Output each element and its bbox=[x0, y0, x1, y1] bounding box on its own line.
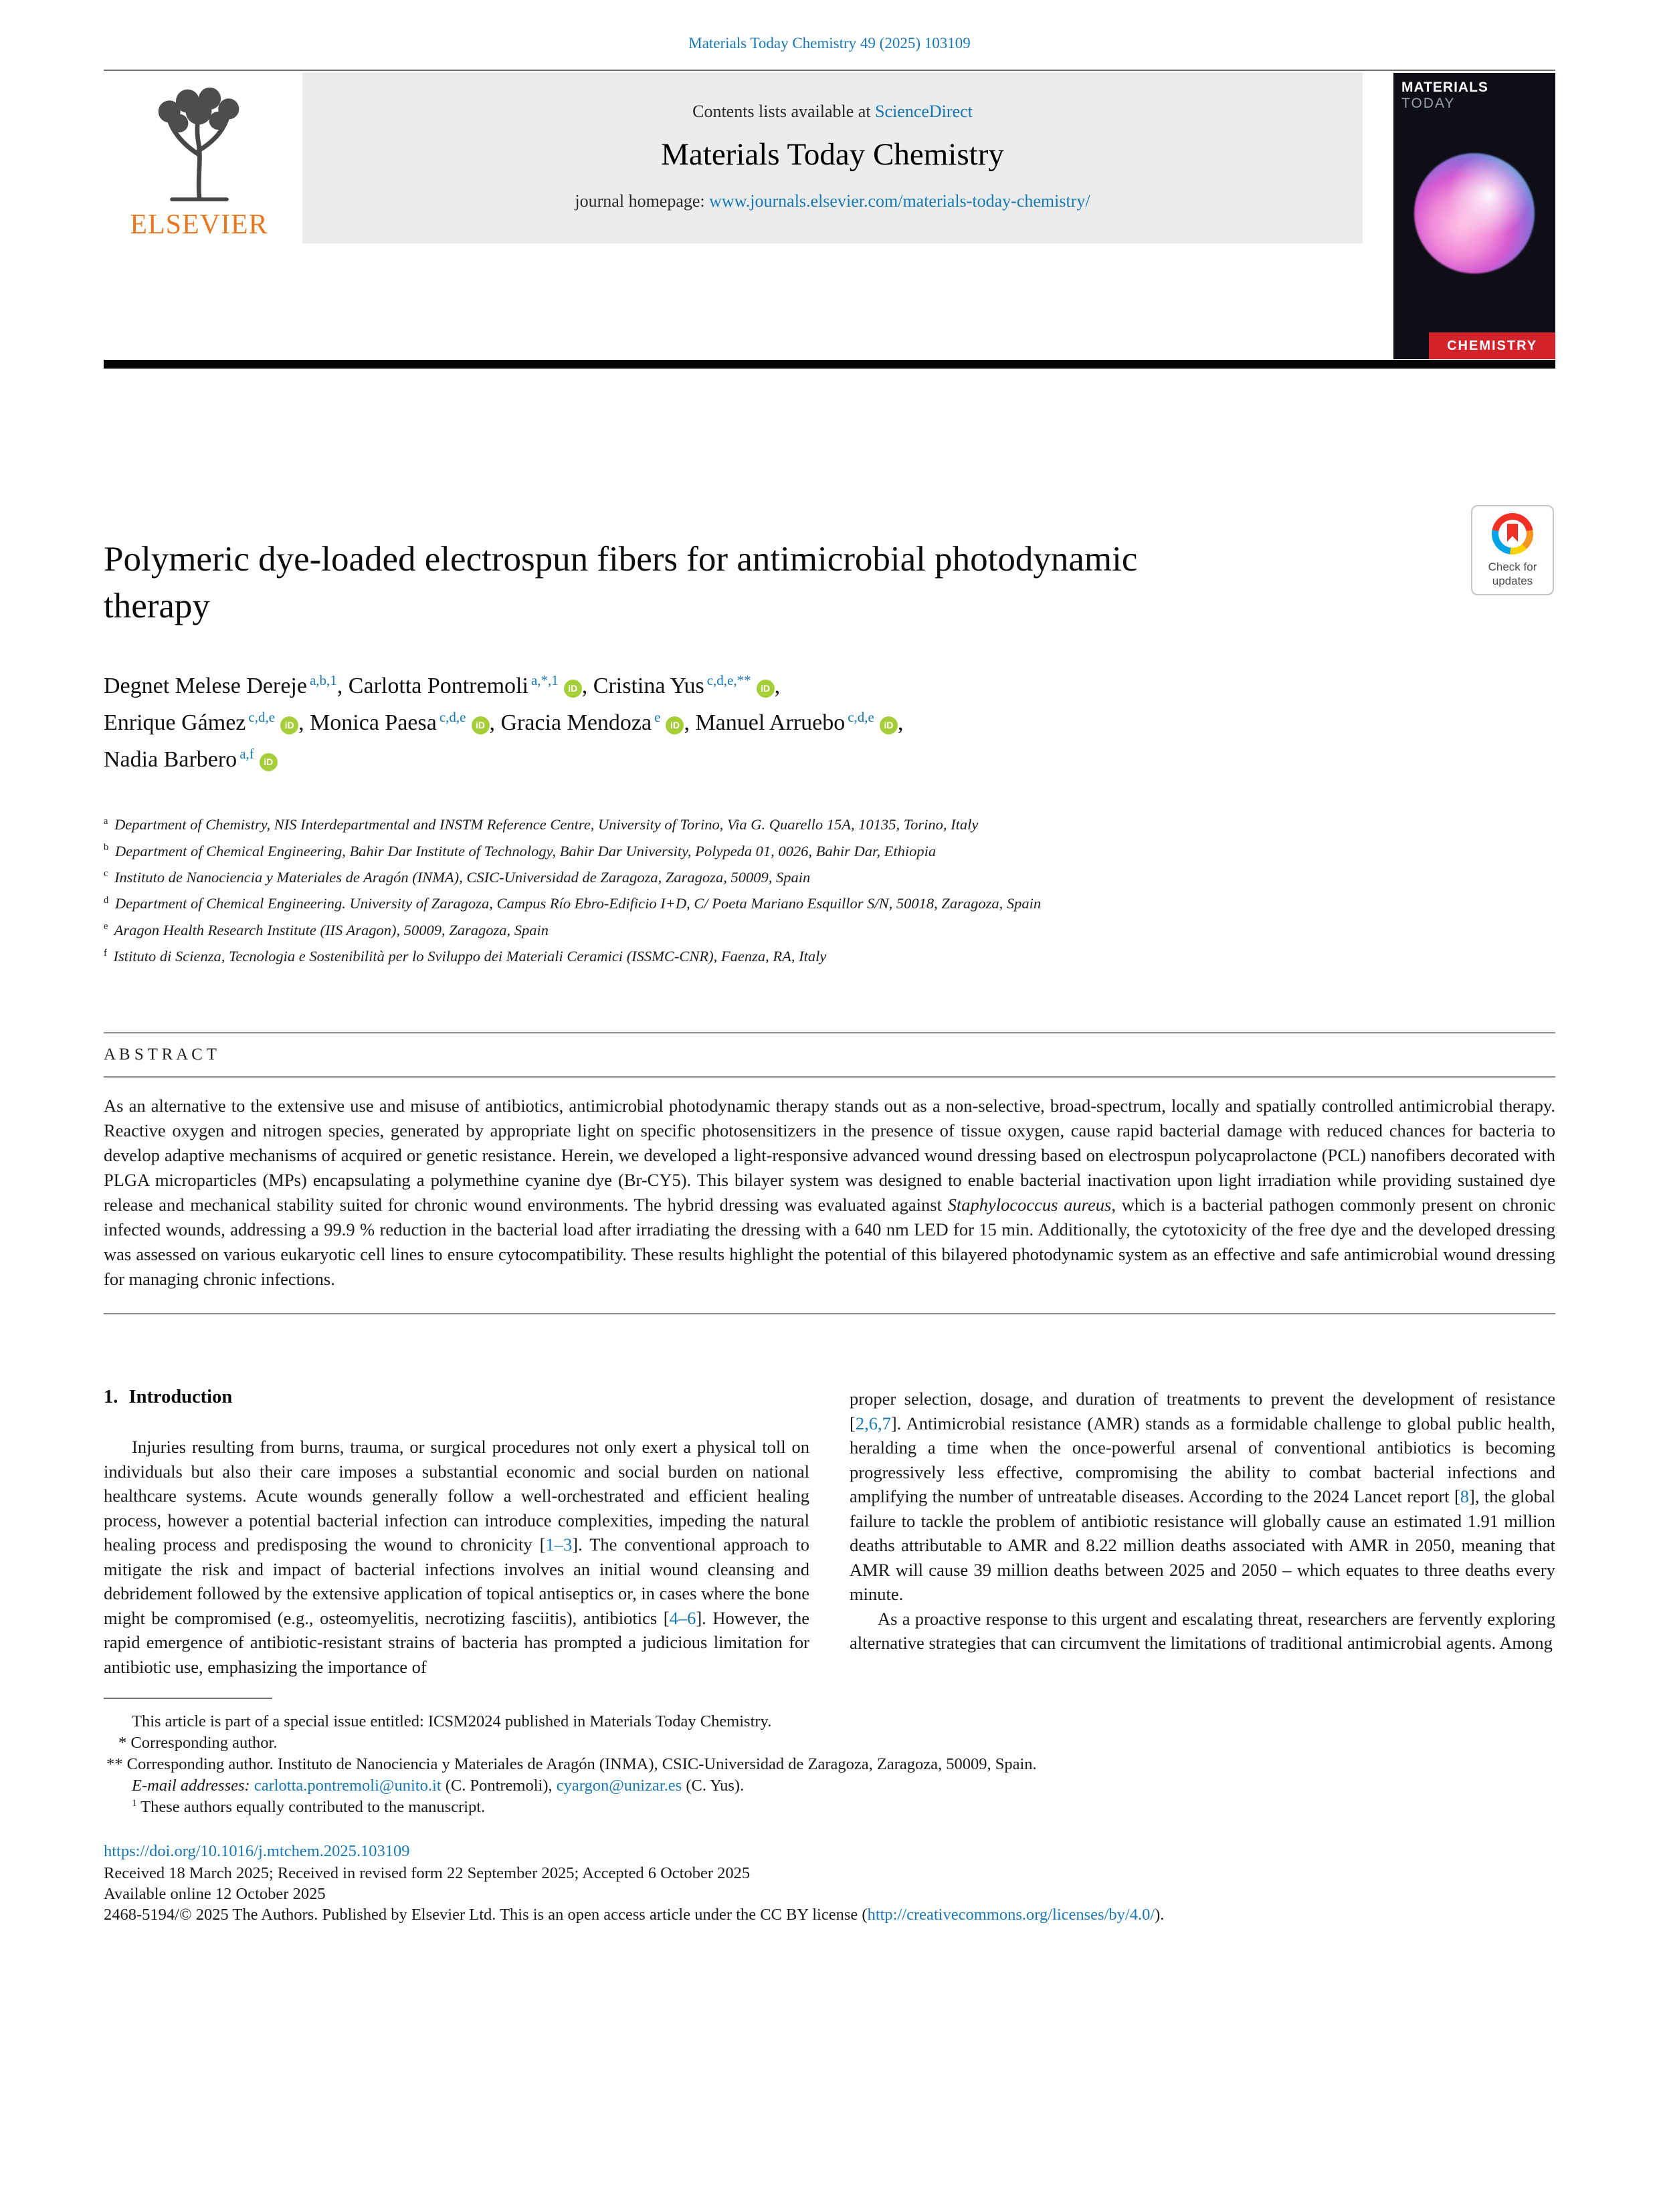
link[interactable]: carlotta.pontremoli@unito.it bbox=[254, 1777, 442, 1795]
author-name: Cristina Yus bbox=[593, 673, 704, 698]
cover-materials-label: MATERIALS bbox=[1401, 80, 1488, 95]
left-column-text bbox=[104, 1435, 809, 1679]
abstract-rule-bottom bbox=[104, 1313, 1555, 1314]
author-affiliation-sup: e bbox=[654, 708, 661, 725]
abstract-rule-mid bbox=[104, 1076, 1555, 1078]
column-right bbox=[850, 1387, 1555, 1679]
elsevier-logo[interactable] bbox=[104, 82, 294, 241]
banner-rule bbox=[104, 360, 1555, 369]
text-segment: ]. The conventional approach to mitigate the risk and impact of bacterial infections involves an initial wound cleansing and debridement followed by the extensive application of topical antiseptics or, in cases where the bone might be compromised (e.g., osteomyelitis, necrotizing fasciitis), antibiotics [ bbox=[104, 1534, 809, 1628]
author-separator: , bbox=[581, 673, 593, 698]
orcid-icon[interactable]: iD bbox=[280, 716, 298, 734]
author-separator: , bbox=[684, 710, 696, 736]
author-name: Enrique Gámez bbox=[104, 710, 246, 736]
text-segment: Available online 12 October 2025 bbox=[104, 1885, 326, 1904]
orcid-icon[interactable]: iD bbox=[666, 716, 684, 734]
materials-today-logo bbox=[1401, 80, 1488, 112]
affiliation: $^c$ Instituto de Nanociencia y Materiales de Aragón (INMA), CSIC-Universidad de Zaragoza, Zaragoza, 50009, Spain bbox=[104, 868, 811, 886]
paragraph bbox=[104, 1732, 1555, 1754]
author-affiliation-sup: a,f bbox=[239, 745, 254, 762]
title-row bbox=[104, 536, 1555, 630]
text-segment: * Corresponding author. bbox=[118, 1734, 278, 1752]
text-segment: (C. Pontremoli), bbox=[441, 1777, 557, 1795]
affiliation: $^a$ Department of Chemistry, NIS Interdepartmental and INSTM Reference Centre, University of Torino, Via G. Quarello 15A, 10135, Torino, Italy bbox=[104, 815, 979, 833]
paragraph bbox=[104, 1711, 1555, 1732]
affiliation: $^b$ Department of Chemical Engineering, Bahir Dar Institute of Technology, Bahir Dar University, Polypeda 01, 0026, Bahir Dar, Ethiopia bbox=[104, 842, 937, 860]
author-affiliation-sup: c,d,e bbox=[439, 708, 466, 725]
text-segment: This article is part of a special issue entitled: ICSM2024 published in Materials Today Chemistry. bbox=[132, 1712, 772, 1731]
orcid-icon[interactable]: iD bbox=[472, 716, 490, 734]
author-name: Nadia Barbero bbox=[104, 747, 237, 773]
abstract-text bbox=[104, 1094, 1555, 1292]
link[interactable]: 8 bbox=[1460, 1486, 1470, 1507]
link[interactable]: http://creativecommons.org/licenses/by/4.0/ bbox=[867, 1906, 1155, 1924]
text-segment: ]. Antimicrobial resistance (AMR) stands as a formidable challenge to global public health, heralding a time when the once-powerful arsenal of conventional antibiotics is becoming progressively less effective, compromising the ability to combat bacterial infections and amplifying the number of untreatable diseases. According to the 2024 Lancet report [ bbox=[850, 1413, 1555, 1507]
journal-banner bbox=[104, 70, 1555, 360]
journal-cover[interactable] bbox=[1393, 73, 1555, 359]
text-segment: ]. However, the rapid emergence of antibiotic-resistant strains of bacteria has prompted a judicious limitation for antibiotic use, emphasizing the importance of bbox=[104, 1607, 810, 1677]
paragraph bbox=[104, 1775, 1555, 1797]
banner-panel bbox=[302, 72, 1363, 243]
footer-lines bbox=[104, 1841, 1555, 1925]
article-footer bbox=[104, 1841, 1555, 1925]
affiliation: $^e$ Aragon Health Research Institute (IIS Aragon), 50009, Zaragoza, Spain bbox=[104, 921, 549, 938]
orcid-icon[interactable]: iD bbox=[564, 680, 582, 698]
check-updates-badge[interactable] bbox=[1471, 505, 1554, 595]
text-segment: 2468-5194/© 2025 The Authors. Published by Elsevier Ltd. This is an open access article under the CC BY license ( bbox=[104, 1906, 868, 1924]
paragraph bbox=[104, 1904, 1555, 1925]
paragraph bbox=[104, 1435, 809, 1679]
section-heading-introduction: 1. Introduction bbox=[104, 1387, 233, 1408]
author-separator: , bbox=[336, 673, 349, 698]
link[interactable]: 1–3 bbox=[545, 1534, 573, 1555]
check-updates-label: Check for updates bbox=[1488, 561, 1537, 588]
text-segment: E-mail addresses: bbox=[132, 1777, 254, 1795]
elsevier-wordmark: ELSEVIER bbox=[130, 209, 268, 240]
right-column-text bbox=[850, 1387, 1555, 1655]
affiliation: $^d$ Department of Chemical Engineering. University of Zaragoza, Campus Río Ebro-Edificio I+D, C/ Poeta Mariano Esquillor S/N, 50018, Zaragoza, Spain bbox=[104, 894, 1042, 912]
abstract-rule-top bbox=[104, 1032, 1555, 1033]
footnotes bbox=[104, 1698, 1555, 1818]
affiliation: $^f$ Istituto di Scienza, Tecnologia e Sostenibilità per lo Sviluppo dei Materiali Ceramici (ISSMC-CNR), Faenza, RA, Italy bbox=[104, 947, 827, 965]
paragraph bbox=[104, 1841, 1555, 1862]
footnote-lines bbox=[104, 1711, 1555, 1818]
text-segment: (C. Yus). bbox=[682, 1777, 745, 1795]
paragraph bbox=[104, 1797, 1555, 1818]
affiliations bbox=[104, 811, 1555, 969]
author-separator: , bbox=[298, 710, 310, 736]
link[interactable]: 4–6 bbox=[669, 1607, 696, 1628]
link[interactable]: cyargon@unizar.es bbox=[556, 1777, 682, 1795]
author-name: Degnet Melese Dereje bbox=[104, 673, 307, 698]
text-segment: Received 18 March 2025; Received in revised form 22 September 2025; Accepted 6 October 2025 bbox=[104, 1864, 751, 1883]
link[interactable]: 2,6,7 bbox=[855, 1413, 891, 1433]
author-affiliation-sup: a,b,1 bbox=[309, 672, 337, 688]
text-segment: proper selection, dosage, and duration of treatments to prevent the development of resistance [ bbox=[850, 1389, 1555, 1433]
homepage-line bbox=[302, 191, 1363, 211]
link[interactable]: https://doi.org/10.1016/j.mtchem.2025.103109 bbox=[104, 1842, 410, 1861]
homepage-link[interactable]: www.journals.elsevier.com/materials-today-chemistry/ bbox=[709, 191, 1090, 211]
text-segment: Staphylococcus aureus bbox=[947, 1195, 1112, 1215]
journal-citation: Materials Today Chemistry 49 (2025) 103109 bbox=[688, 35, 971, 52]
text-segment: Injuries resulting from burns, trauma, or surgical procedures not only exert a physical toll on individuals but also their care imposes a substantial economic and social burden on national healthcare systems. Acute wounds generally follow a well-orchestrated and efficient healing process, however a potential bacterial infection can introduce complexities, impeding the natural healing process and predisposing the wound to chronicity [ bbox=[104, 1437, 809, 1555]
text-segment: As a proactive response to this urgent and escalating threat, researchers are fervently exploring alternative strategies that can circumvent the limitations of traditional antimicrobial agents. Among bbox=[850, 1608, 1555, 1653]
author-name: Carlotta Pontremoli bbox=[348, 673, 528, 698]
article-body bbox=[104, 1387, 1555, 1679]
author-affiliation-sup: c,d,e bbox=[848, 708, 874, 725]
contents-line bbox=[302, 72, 1363, 122]
paragraph bbox=[850, 1387, 1555, 1607]
authors-line bbox=[104, 668, 1375, 778]
author-name: Gracia Mendoza bbox=[500, 710, 652, 736]
homepage-prefix: journal homepage: bbox=[575, 191, 710, 211]
author-name: Monica Paesa bbox=[310, 710, 437, 736]
cover-artwork bbox=[1414, 153, 1535, 274]
paragraph bbox=[850, 1607, 1555, 1655]
text-segment: ** Corresponding author. Instituto de Nanociencia y Materiales de Aragón (INMA), CSIC-Universidad de Zaragoza, Zaragoza, 50009, Spain. bbox=[106, 1755, 1037, 1774]
author-separator: , bbox=[897, 710, 904, 736]
paragraph bbox=[104, 1863, 1555, 1884]
journal-title: Materials Today Chemistry bbox=[661, 137, 1004, 172]
author-separator: , bbox=[774, 673, 781, 698]
cover-chemistry-band: CHEMISTRY bbox=[1429, 332, 1555, 359]
text-segment: , which is a bacterial pathogen commonly present on chronic infected wounds, addressing a 99.9 % reduction in the bacterial load after irradiating the dressing with a 640 nm LED for 15 min. Additionally, the cytotoxicity of the free dye and the developed dressing was assessed on various eukaryotic cell lines to ensure cytocompatibility. These results highlight the potential of this bilayered photodynamic system as an effective and safe antimicrobial wound dressing for managing chronic infections. bbox=[104, 1195, 1555, 1290]
abstract-heading: A B S T R A C T bbox=[104, 1045, 217, 1064]
column-left bbox=[104, 1387, 809, 1679]
crossmark-icon bbox=[1492, 513, 1533, 555]
text-segment: ], the global failure to tackle the problem of antibiotic resistance will globally cause an estimated 1.91 million deaths attributable to AMR and 8.22 million deaths associated with AMR in 2050, meaning that AMR will cause 39 million deaths between 2025 and 2050 – which equates to three deaths every minute. bbox=[850, 1486, 1556, 1605]
footnote-rule bbox=[104, 1698, 272, 1699]
sciencedirect-link[interactable]: ScienceDirect bbox=[875, 102, 973, 121]
author-affiliation-sup: a,*,1 bbox=[530, 672, 559, 688]
text-segment: ). bbox=[1155, 1906, 1165, 1924]
author-separator: , bbox=[489, 710, 501, 736]
orcid-icon[interactable]: iD bbox=[757, 680, 775, 698]
article-title: Polymeric dye-loaded electrospun fibers for antimicrobial photodynamic therapy bbox=[104, 540, 1138, 626]
footnote-sup: 1 bbox=[132, 1798, 137, 1809]
author-affiliation-sup: c,d,e,** bbox=[706, 672, 751, 688]
text-segment: These authors equally contributed to the manuscript. bbox=[136, 1798, 486, 1817]
orcid-icon[interactable]: iD bbox=[880, 716, 898, 734]
cover-today-label: TODAY bbox=[1401, 96, 1456, 111]
author-name: Manuel Arruebo bbox=[695, 710, 846, 736]
contents-prefix: Contents lists available at bbox=[692, 102, 876, 121]
elsevier-tree-icon bbox=[140, 82, 258, 202]
orcid-icon[interactable]: iD bbox=[260, 753, 278, 771]
paragraph bbox=[104, 1884, 1555, 1904]
text-segment: As an alternative to the extensive use and misuse of antibiotics, antimicrobial photodynamic therapy stands out as a non-selective, broad-spectrum, locally and spatially controlled antimicrobial therapy. Reactive oxygen and nitrogen species, generated by appropriate light on specific photosensitizers in the presence of tissue oxygen, cause rapid bacterial damage with reduced chances for bacteria to develop adaptive mechanisms of acquired or genetic resistance. Herein, we developed a light-responsive advanced wound dressing based on electrospun polycaprolactone (PCL) nanofibers decorated with PLGA microparticles (MPs) encapsulating a polymethine cyanine dye (Br-CY5). This bilayer system was designed to enable bacterial inactivation upon light irradiation while providing sustained dye release and mechanical stability suited for chronic wound environments. The hybrid dressing was evaluated against bbox=[104, 1096, 1555, 1215]
author-affiliation-sup: c,d,e bbox=[248, 708, 276, 725]
paragraph bbox=[104, 1754, 1555, 1775]
abstract-section bbox=[104, 1032, 1555, 1314]
